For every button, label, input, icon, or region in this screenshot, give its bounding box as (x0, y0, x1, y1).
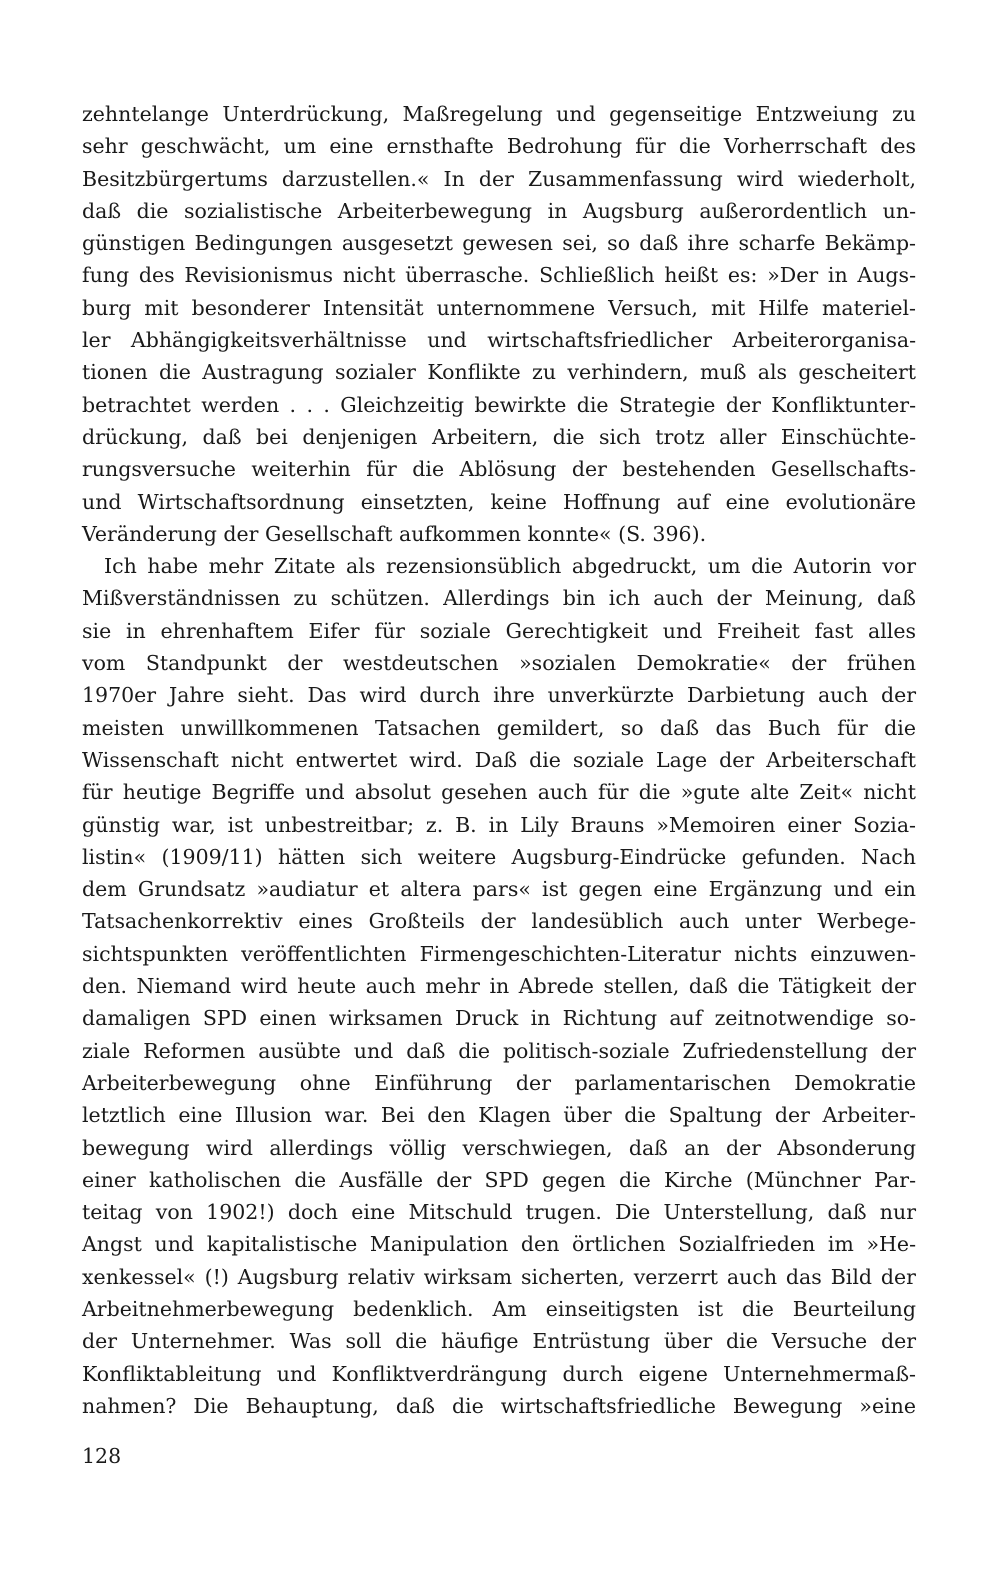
text-line: einer katholischen die Ausfälle der SPD gegen die Kirche (Münchner Par- (82, 1167, 916, 1192)
text-line: meisten unwillkommenen Tatsachen gemildert, so daß das Buch für die (82, 715, 916, 740)
text-line: teitag von 1902!) doch eine Mitschuld trugen. Die Unterstellung, daß nur (82, 1200, 916, 1225)
text-line: Wissenschaft nicht entwertet wird. Daß die soziale Lage der Arbeiterschaft (82, 747, 916, 772)
text-line: Mißverständnissen zu schützen. Allerdings bin ich auch der Meinung, daß (82, 586, 916, 611)
text-line: der Unternehmer. Was soll die häufige Entrüstung über die Versuche der (82, 1329, 916, 1354)
text-line: günstig war, ist unbestreitbar; z. B. in Lily Brauns »Memoiren einer Sozia- (82, 812, 916, 837)
text-line: listin« (1909/11) hätten sich weitere Augsburg-Eindrücke gefunden. Nach (82, 844, 916, 869)
text-line: Arbeiterbewegung ohne Einführung der parlamentarischen Demokratie (82, 1070, 916, 1095)
text-line: Veränderung der Gesellschaft aufkommen konnte« (S. 396). (82, 521, 707, 546)
text-line: sehr geschwächt, um eine ernsthafte Bedrohung für die Vorherrschaft des (82, 134, 916, 159)
text-line: ziale Reformen ausübte und daß die politisch-soziale Zufriedenstellung der (82, 1038, 916, 1063)
text-line: damaligen SPD einen wirksamen Druck in Richtung auf zeitnotwendige so- (82, 1006, 916, 1031)
text-line: tionen die Austragung sozialer Konflikte zu verhindern, muß als gescheitert (82, 360, 916, 385)
text-line: bewegung wird allerdings völlig verschwiegen, daß an der Absonderung (82, 1135, 916, 1160)
text-line: 1970er Jahre sieht. Das wird durch ihre unverkürzte Darbietung auch der (82, 683, 916, 708)
text-line: Arbeitnehmerbewegung bedenklich. Am einseitigsten ist die Beurteilung (82, 1296, 916, 1321)
page-number: 128 (82, 1444, 122, 1468)
text-line: dem Grundsatz »audiatur et altera pars« ist gegen eine Ergänzung und ein (82, 877, 916, 902)
text-line: sie in ehrenhaftem Eifer für soziale Gerechtigkeit und Freiheit fast alles (82, 618, 916, 643)
text-line: Ich habe mehr Zitate als rezensionsüblich abgedruckt, um die Autorin vor (104, 554, 916, 579)
text-line: sichtspunkten veröffentlichten Firmengeschichten-Literatur nichts einzuwen- (82, 941, 916, 966)
text-line: Konfliktableitung und Konfliktverdrängung durch eigene Unternehmermaß- (82, 1361, 916, 1386)
text-line: vom Standpunkt der westdeutschen »sozialen Demokratie« der frühen (82, 651, 916, 676)
text-line: nahmen? Die Behauptung, daß die wirtschaftsfriedliche Bewegung »eine (82, 1393, 916, 1418)
text-line: und Wirtschaftsordnung einsetzten, keine Hoffnung auf eine evolutionäre (82, 489, 916, 514)
text-line: für heutige Begriffe und absolut gesehen auch für die »gute alte Zeit« nicht (82, 780, 916, 805)
body-text (82, 98, 916, 1422)
text-line: xenkessel« (!) Augsburg relativ wirksam sicherten, verzerrt auch das Bild der (82, 1264, 916, 1289)
text-line: drückung, daß bei denjenigen Arbeitern, die sich trotz aller Einschüchte- (82, 424, 916, 449)
text-line: rungsversuche weiterhin für die Ablösung der bestehenden Gesellschafts- (82, 457, 916, 482)
text-line: den. Niemand wird heute auch mehr in Abrede stellen, daß die Tätigkeit der (82, 974, 916, 999)
text-line: Besitzbürgertums darzustellen.« In der Zusammenfassung wird wiederholt, (82, 166, 916, 191)
text-line: Tatsachenkorrektiv eines Großteils der landesüblich auch unter Werbege- (82, 909, 916, 934)
text-line: zehntelange Unterdrückung, Maßregelung und gegenseitige Entzweiung zu (82, 102, 916, 126)
text-line: Angst und kapitalistische Manipulation den örtlichen Sozialfrieden im »He- (82, 1232, 916, 1257)
text-line: ler Abhängigkeitsverhältnisse und wirtschaftsfriedlicher Arbeiterorganisa- (82, 328, 916, 353)
text-line: fung des Revisionismus nicht überrasche. Schließlich heißt es: »Der in Augs- (82, 263, 916, 288)
text-line: günstigen Bedingungen ausgesetzt gewesen sei, so daß ihre scharfe Bekämp- (82, 231, 916, 256)
text-line: daß die sozialistische Arbeiterbewegung in Augsburg außerordentlich un- (82, 198, 916, 223)
text-line: burg mit besonderer Intensität unternommene Versuch, mit Hilfe materiel- (82, 295, 916, 320)
text-line: betrachtet werden . . . Gleichzeitig bewirkte die Strategie der Konfliktunter- (82, 392, 916, 417)
text-line: letztlich eine Illusion war. Bei den Klagen über die Spaltung der Arbeiter- (82, 1103, 916, 1128)
